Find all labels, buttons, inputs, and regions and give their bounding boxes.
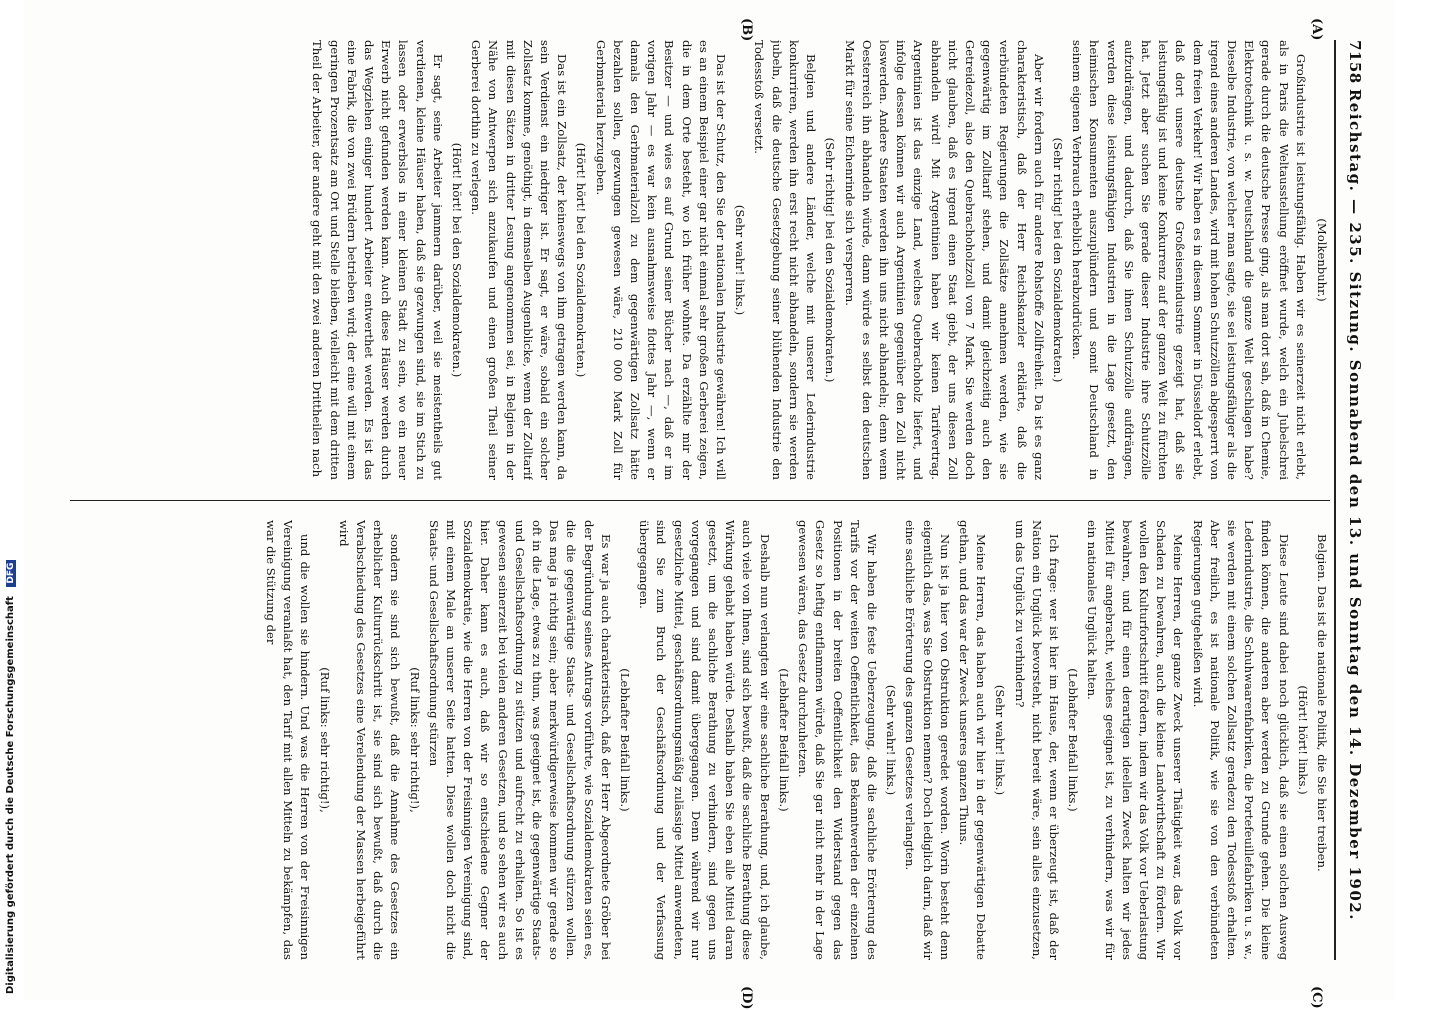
interjection: (Sehr wahr! links.) xyxy=(993,684,1008,796)
paragraph: Meine Herren, der ganze Zweck unserer Thätigkeit war, das Volk vor Schaden zu bewahren, auch die kleine Landwirthschaft zu fördern. Wir wollen den Kulturfortschritt fördern, indem wir das Volk vor Ueberlastung bewahren, und für einen derartigen ideellen Zweck halten wir jedes Mittel für angebracht, welches geeignet ist, zu verhindern, was wir für ein nationales Unglück halten. xyxy=(1085,520,1186,960)
dfg-logo: DFG xyxy=(6,560,16,587)
speaker-name: (Molkenbuhr.) xyxy=(1315,218,1329,302)
interjection: (Hört! hört! bei den Sozialdemokraten.) xyxy=(574,142,589,378)
paragraph: Deshalb nun verlangten wir eine sachliche Berathung, und, ich glaube, auch viele von Ihnen, sind sich bewußt, daß die sachliche Berathung diese Wirkung gehabt haben würde. Deshalb haben Sie eben alle Mittel daran gesetzt, um die sachliche Berathung zu verhindern, sind gegen uns vorgegangen und sind damit übergegangen. Denn während wir nur gesetzliche Mittel, geschäftsordnungsmäßig zulässige Mittel anwendeten, sind Sie zum Bruch der Geschäftsordnung und der Verfassung übergegangen. xyxy=(637,520,772,960)
margin-marker-c: (C) xyxy=(1309,986,1324,1009)
scanned-page xyxy=(24,0,1394,1010)
paragraph: Meine Herren, das haben auch wir hier in der gegenwärtigen Debatte gethan, und das war der Zweck unseres ganzen Thuns. xyxy=(956,520,989,960)
paragraph: Nun ist ja hier von Obstruktion geredet worden. Worin besteht denn eigentlich das, was Sie Obstruktion nennen? Doch lediglich darin, daß wir eine sachliche Erörterung des ganzen Gesetzes verlangten. xyxy=(903,520,952,960)
interjection: (Sehr wahr! links.) xyxy=(884,684,899,796)
interjection: (Ruf links: sehr richtig!), xyxy=(317,667,332,813)
page-title: Reichstag. — 235. Sitzung. Sonnabend den 13. und Sonntag den 14. Dezember 1902. xyxy=(1346,88,1364,921)
interjection: (Lebhafter Beifall links.) xyxy=(618,668,633,812)
interjection: (Sehr wahr! links.) xyxy=(733,204,748,316)
interjection: (Lebhafter Beifall links.) xyxy=(1066,668,1081,812)
margin-marker-b: (B) xyxy=(739,18,754,42)
header-rule xyxy=(1334,40,1336,960)
margin-marker-a: (A) xyxy=(1309,18,1324,41)
paragraph: Ich frage: wer ist hier im Hause, der, wenn er überzeugt ist, daß der Nation ein Unglück bevorsteht, nicht bereit wäre, sein alles einzusetzen, um das Unglück zu verhindern? xyxy=(1012,520,1061,960)
interjection: (Hört! hört! bei den Sozialdemokraten.) xyxy=(450,142,465,378)
paragraph: Er sagt, seine Arbeiter jammern darüber, weil sie meistentheils gut verdienen, kleine Häuser haben, daß sie gezwungen sind, sie im Stich zu lassen oder erwerbslos in einer kleinen Stadt zu sein, wo ein neuer Erwerb nicht gefunden werden kann. Auch diese Häuser werden durch das Wegziehen einiger hundert Arbeiter entwerthet werden. Es ist das eine Fabrik, die von zwei Brüdern betrieben wird; der eine will mit einem geringen Prozentsatz am Ort und Stelle bleiben, vielleicht mit dem dritten Theil der Arbeiter, der andere geht mit den zwei anderen Drittheilen nach xyxy=(310,40,445,480)
digitization-footer xyxy=(0,0,18,1000)
paragraph: Es war ja auch charakteristisch, daß der Herr Abgeordnete Gröber bei der Begründung seines Antrags vorführte, wie Sozialdemokraten seien es, die die gegenwärtige Staats- und Gesellschaftsordnung stürzen wollen. Das mag ja richtig sein; aber merkwürdigerweise kommen wir gerade so oft in die Lage, etwas zu thun, was geeignet ist, die gegenwärtige Staats- und Gesellschaftsordnung zu stützen und aufrecht zu erhalten. So ist es gewesen seinerzeit bei vielen anderen Gesetzen, und so sehen wir es auch hier. Daher kann es auch, daß wir so entschiedene Gegner der Sozialdemokratie, wie die Herren von der Freisinnigen Vereinigung sind, mit einem Male an unserer Seite hatten. Diese wollen doch nicht die Staats- und Gesellschaftsordnung stürzen xyxy=(426,520,613,960)
paragraph: Das ist der Schutz, den Sie der nationalen Industrie gewähren! Ich will es an einem Beispiel einer gar nicht einmal sehr großen Gerberei zeigen, die in dem Orte besteht, wo ich früher wohnte. Da erzählte mir der Besitzer — und wies es auf Grund seiner Bücher nach —, daß er im vorigen Jahr — es war kein ausnahmsweise flottes Jahr —, wenn er damals den Gerbmaterialzoll zu dem gegenwärtigen Zollsatz hätte bezahlen sollen, gezwungen gewesen wäre, 210 000 Mark Zoll für Gerbmaterial herzugeben. xyxy=(593,40,729,480)
interjection: (Ruf links: sehr richtig!), xyxy=(407,667,422,813)
left-column xyxy=(70,40,1330,480)
paragraph: Belgien und andere Länder, welche mit unserer Lederindustrie konkurriren, werden ihn erst recht nicht abhandeln, sondern sie werden jubeln, daß die deutsche Gesetzgebung seiner blühenden Industrie den Todesstoß versetzt. xyxy=(752,40,819,480)
interjection: (Lebhafter Beifall links.) xyxy=(776,668,791,812)
paragraph: sondern sie sind sich bewußt, daß die Annahme des Gesetzes ein erheblicher Kulturrückschritt ist, sie sind sich bewußt, daß durch die Verabschiedung des Gesetzes eine Verelendung der Massen herbeigeführt wird xyxy=(336,520,403,960)
paragraph: und die wollen sie hindern. Und was die Herren von der Freisinnigen Vereinigung veranlaßt hat, den Tarif mit allen Mitteln zu bekämpfen, das war die Stützung der xyxy=(264,520,313,960)
paragraph: Großindustrie ist leistungsfähig. Haben wir es seinerzeit nicht erlebt, als in Paris die Weltausstellung eröffnet wurde, welch ein Jubelschrei gerade durch die deutsche Presse ging, als man dort sah, daß in Chemie, Elektrotechnik u. s. w. Deutschland die ganze Welt geschlagen habe? Dieselbe Industrie, von welcher man sagte, sie sei leistungsfähiger als die irgend eines anderen Landes, wird mit hohen Schutzzöllen abgesperrt von dem freien Verkehr! Wir haben es in diesem Sommer in Düsseldorf erlebt, daß dort unsere deutsche Großeisenindustrie gezeigt hat, daß sie leistungsfähig ist und keine Konkurrenz auf der ganzen Welt zu fürchten hat. Jetzt aber suchen Sie gerade dieser Industrie ihre Schutzzölle aufzudrängen, und dadurch, daß Sie ihnen Schutzzölle aufdrängen, werden diese leistungsfähigen Industrien in die Lage gesetzt, den heimischen Konsumenten auszuplündern und somit Deutschland in seinem eigenen Verbrauch erheblich herabzudrücken. xyxy=(1070,40,1308,480)
right-column xyxy=(70,520,1330,960)
column-divider xyxy=(70,500,1330,501)
page-header xyxy=(1338,40,1364,960)
margin-marker-d: (D) xyxy=(739,986,754,1010)
paragraph: Diese Leute sind dabei noch glücklich, daß sie einen solchen Ausweg finden können, die anderen aber werden zu Grunde gehen. Die kleine Lederindustrie, die Schuhwaarenfabriken, die Portefeuillefabriken u. s. w., sie werden mit einem solchen Zollsatz geradezu den Todesstoß erhalten. Aber freilich, es ist nationale Politik, wie sie von den verbündeten Regierungen gutgeheißen wird. xyxy=(1190,520,1291,960)
paragraph: Wir haben die feste Ueberzeugung, daß die sachliche Erörterung des Tarifs vor der weiten Oeffentlichkeit, das Bekanntwerden der einzelnen Positionen in der breiten Oeffentlichkeit den Widerstand gegen das Gesetz so heftig entflammen würde, daß Sie gar nicht mehr in der Lage gewesen wären, das Gesetz durchzuhetzen. xyxy=(796,520,879,960)
funding-note: Digitalisierung gefördert durch die Deutsche Forschungsgemeinschaft xyxy=(5,596,16,994)
interjection: (Hört! hört! links.) xyxy=(1295,685,1310,795)
interjection: (Sehr richtig! bei den Sozialdemokraten.) xyxy=(1050,137,1065,383)
page-number: 7158 xyxy=(1346,40,1364,84)
paragraph: Aber wir fordern auch für andere Rohstoffe Zollfreiheit. Da ist es ganz charakteristisch, daß der Herr Reichskanzler erklärte, daß die verbündeten Regierungen die Zollsätze annehmen werden, wie sie gegenwärtig im Zolltarif stehen, und damit gleichzeitig auch den Getreidezoll, also den Quebrachoholzzoll von 7 Mark. Sie werden doch nicht glauben, daß es irgend einen Staat giebt, der uns diesen Zoll abhandeln wird! Mit Argentinien haben wir keinen Tarifvertrag. Argentinien ist das einzige Land, welches Quebrachoholz liefert, und infolge dessen können wir auch Argentinien gegenüber den Zoll nicht loswerden. Andere Staaten werden ihn uns nicht abhandeln; denn wenn Oesterreich ihn abhandeln würde, dann würde es selbst den deutschen Markt für seine Eichenrinde sich versperren. xyxy=(842,40,1046,480)
paragraph: Das ist ein Zollsatz, der keineswegs von ihm getragen werden kann, da sein Verdienst ein niedriger ist. Er sagt, er wäre, sobald ein solcher Zollsatz komme, genöthigt, in demselben Augenblicke, wenn der Zolltarif mit diesen Sätzen in dritter Lesung angenommen sei, in Belgien in der Nähe von Antwerpen sich anzukaufen und einen großen Theil seiner Gerberei dorthin zu verlegen. xyxy=(469,40,570,480)
paragraph: Belgien. Das ist die nationale Politik, die Sie hier treiben. xyxy=(1315,534,1329,872)
interjection: (Sehr richtig! bei den Sozialdemokraten.) xyxy=(823,137,838,383)
